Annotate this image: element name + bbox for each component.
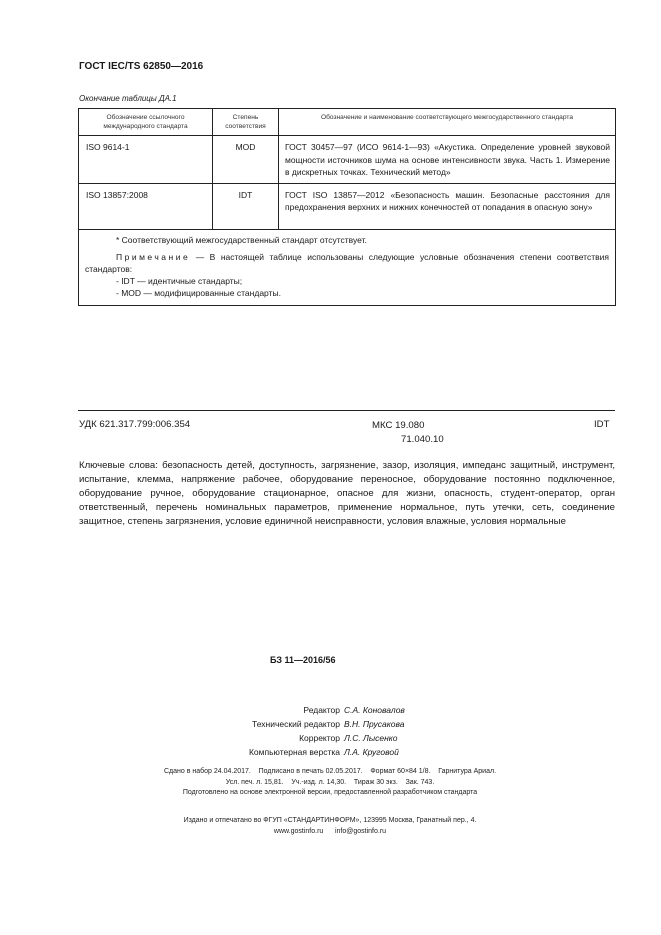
credit-name: Л.А. Круговой [344, 747, 399, 757]
table-notes [79, 229, 616, 305]
imprint-line: Усл. печ. л. 15,81. Уч.-изд. л. 14,30. Тираж 30 экз. Зак. 743. [225, 778, 435, 786]
cell-intl: ISO 13857:2008 [79, 183, 213, 229]
note-paragraph [85, 251, 609, 275]
imprint-line: Подготовлено на основе электронной версии, предоставленной разработчиком стандарта [182, 789, 478, 796]
note-label: Примечание [116, 251, 191, 262]
credit-name: В.Н. Прусакова [344, 719, 405, 729]
table-row [79, 183, 616, 229]
credit-name: Л.С. Лысенко [344, 733, 398, 743]
publisher-line: Издано и отпечатано во ФГУП «СТАНДАРТИНФОРМ», 123995 Москва, Гранатный пер., 4. [183, 817, 477, 824]
column-header-national: Обозначение и наименование соответствующего межгосударственного стандарта [279, 109, 616, 136]
credit-line [210, 717, 440, 731]
cell-intl: ISO 9614-1 [79, 136, 213, 184]
cell-degree: IDT [213, 183, 279, 229]
credits [210, 703, 420, 759]
document-number: ГОСТ IEC/TS 62850—2016 [79, 61, 204, 72]
mks-line-2: 71.040.10 [401, 434, 444, 445]
cell-national: ГОСТ 30457—97 (ИСО 9614-1—93) «Акустика. Определение уровней звуковой мощности источников шума на основе интенсивности звука. Часть 1. Измерение в дискретных точках. Технический метод» [279, 136, 616, 184]
imprint [60, 767, 600, 799]
note-item: - IDT — идентичные стандарты; [116, 275, 243, 286]
note-text: — В настоящей таблице использованы следующие условные обозначения степени соответствия стандартов: [85, 251, 609, 274]
correspondence-table [78, 108, 616, 306]
bz-number: БЗ 11—2016/56 [270, 655, 336, 665]
credit-role: Технический редактор [252, 719, 340, 729]
imprint-line: Сдано в набор 24.04.2017. Подписано в печать 02.05.2017. Формат 60×84 1/8. Гарнитура Ариал. [163, 768, 497, 775]
table-caption: Окончание таблицы ДА.1 [79, 94, 177, 103]
footnote: * Соответствующий межгосударственный стандарт отсутствует. [116, 234, 367, 245]
credit-name: С.А. Коновалов [344, 705, 405, 715]
credit-role: Редактор [303, 705, 340, 715]
column-header-intl: Обозначение ссылочного международного стандарта [79, 109, 213, 136]
mks-code [372, 419, 444, 447]
note-item: - MOD — модифицированные стандарты. [116, 287, 281, 298]
credit-line [210, 731, 440, 745]
divider [78, 410, 615, 411]
cell-national: ГОСТ ISO 13857—2012 «Безопасность машин. Безопасные расстояния для предохранения верхних и нижних конечностей от попадания в опасную зону» [279, 183, 616, 229]
degree-code: IDT [594, 419, 610, 430]
udk-code: УДК 621.317.799:006.354 [79, 419, 191, 430]
table-header-row [79, 109, 616, 136]
table-footer-row [79, 229, 616, 305]
publisher-contacts: www.gostinfo.ru info@gostinfo.ru [273, 827, 387, 835]
credit-role: Корректор [299, 733, 340, 743]
table-row [79, 136, 616, 184]
mks-line-1: МКС 19.080 [372, 420, 425, 431]
credit-line [210, 703, 440, 717]
cell-degree: MOD [213, 136, 279, 184]
publisher [60, 816, 600, 837]
column-header-degree: Степень соответствия [213, 109, 279, 136]
keywords: Ключевые слова: безопасность детей, доступность, загрязнение, зазор, изоляция, импеданс защитный, инструмент, испытание, клемма, напряжение рабочее, оборудование переносное, оборудование постоянно подключенное, оборудование ручное, оборудование стационарное, опасное для жизни, опасность, студент-оператор, орган ответственный, перечень номинальных параметров, применение нормальное, путь утечки, сеть, соединение защитное, степень загрязнения, условие единичной неисправности, условия влажные, условия нормальные [79, 460, 615, 527]
credit-line [210, 745, 440, 759]
credit-role: Компьютерная верстка [248, 747, 340, 757]
